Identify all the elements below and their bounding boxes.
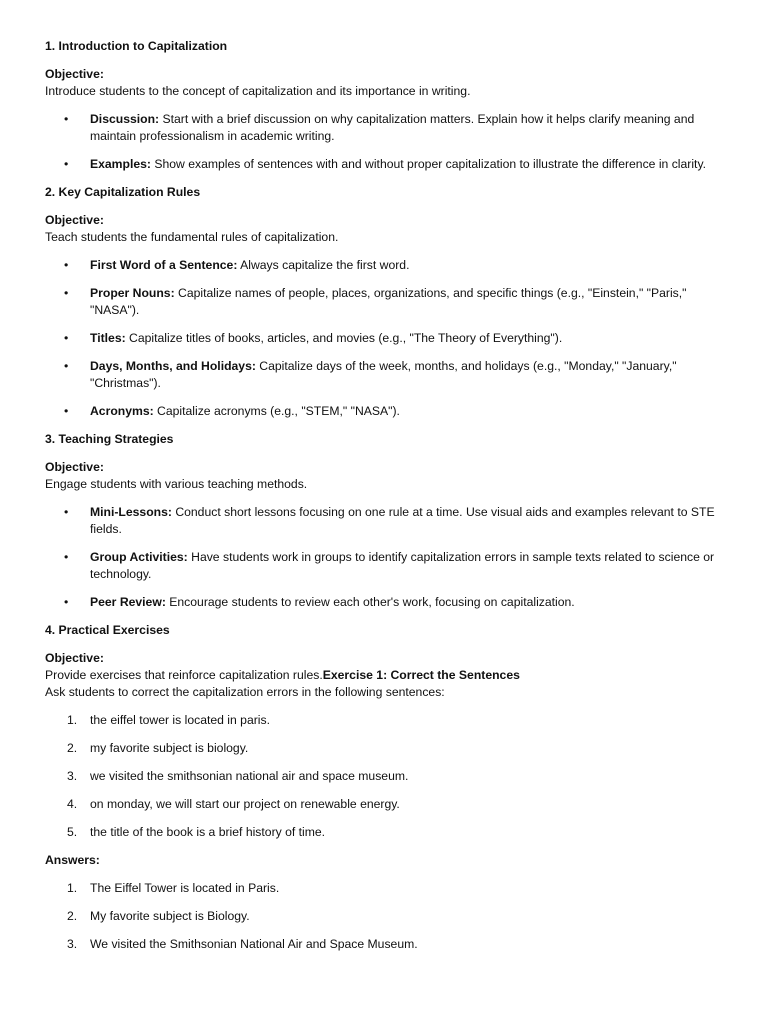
bullet-icon: •	[64, 505, 69, 519]
item-text: the title of the book is a brief history of time.	[90, 825, 326, 839]
item-lead: Examples:	[90, 157, 151, 171]
item-text: Conduct short lessons focusing on one rule at a time. Use visual aids and examples relevant to STE fields.	[90, 505, 715, 536]
item-text: the eiffel tower is located in paris.	[90, 713, 270, 727]
list-item	[45, 908, 735, 925]
list-item	[45, 880, 735, 897]
bullet-icon: •	[64, 157, 69, 171]
item-number: 1.	[67, 881, 78, 895]
bullet-icon: •	[64, 404, 69, 418]
item-text: We visited the Smithsonian National Air and Space Museum.	[90, 937, 418, 951]
section-3-heading: 3. Teaching Strategies	[45, 432, 174, 446]
item-lead: Group Activities:	[90, 550, 188, 564]
bullet-item	[45, 111, 735, 145]
item-text: Capitalize titles of books, articles, and movies (e.g., "The Theory of Everything").	[125, 331, 563, 345]
item-text: Capitalize acronyms (e.g., "STEM," "NASA").	[153, 404, 400, 418]
item-number: 3.	[67, 769, 78, 783]
item-lead: Titles:	[90, 331, 126, 345]
item-lead: Mini-Lessons:	[90, 505, 172, 519]
item-lead: Discussion:	[90, 112, 160, 126]
bullet-icon: •	[64, 595, 69, 609]
bullet-item	[45, 594, 735, 611]
bullet-icon: •	[64, 112, 69, 126]
bullet-item	[45, 549, 735, 583]
section-1-heading: 1. Introduction to Capitalization	[45, 39, 228, 53]
item-text: Capitalize names of people, places, organizations, and specific things (e.g., "Einstein," "Paris," "NASA").	[90, 286, 687, 317]
item-text: Have students work in groups to identify capitalization errors in sample texts related to science or technology.	[90, 550, 715, 581]
section-4-objective-line	[45, 667, 735, 684]
section-2-objective-text: Teach students the fundamental rules of capitalization.	[45, 230, 339, 244]
bullet-item	[45, 285, 735, 319]
list-item	[45, 936, 735, 953]
bullet-item	[45, 330, 735, 347]
section-2-objective-label: Objective:	[45, 213, 104, 227]
item-text: Encourage students to review each other's work, focusing on capitalization.	[165, 595, 575, 609]
list-item	[45, 796, 735, 813]
item-text: Show examples of sentences with and without proper capitalization to illustrate the difference in clarity.	[150, 157, 707, 171]
list-item	[45, 712, 735, 729]
item-lead: Days, Months, and Holidays:	[90, 359, 256, 373]
bullet-item	[45, 156, 735, 173]
document-page	[45, 38, 735, 964]
answers-heading: Answers:	[45, 853, 100, 867]
bullet-item	[45, 504, 735, 538]
item-number: 2.	[67, 909, 78, 923]
section-4-objective-text: Provide exercises that reinforce capitalization rules.	[45, 668, 323, 682]
bullet-icon: •	[64, 331, 69, 345]
item-lead: Acronyms:	[90, 404, 154, 418]
bullet-icon: •	[64, 258, 69, 272]
item-text: Start with a brief discussion on why capitalization matters. Explain how it helps clarify meaning and maintain professionalism in academic writing.	[90, 112, 695, 143]
bullet-icon: •	[64, 359, 69, 373]
bullet-icon: •	[64, 550, 69, 564]
section-2-heading: 2. Key Capitalization Rules	[45, 185, 201, 199]
item-text: Always capitalize the first word.	[237, 258, 410, 272]
item-text: Capitalize days of the week, months, and holidays (e.g., "Monday," "January," "Christmas").	[90, 359, 677, 390]
section-3-objective-label: Objective:	[45, 460, 104, 474]
item-number: 2.	[67, 741, 78, 755]
section-4-objective-label: Objective:	[45, 651, 104, 665]
item-lead: Peer Review:	[90, 595, 166, 609]
item-number: 1.	[67, 713, 78, 727]
item-text: My favorite subject is Biology.	[90, 909, 250, 923]
item-number: 5.	[67, 825, 78, 839]
item-text: my favorite subject is biology.	[90, 741, 249, 755]
section-3-objective-text: Engage students with various teaching methods.	[45, 477, 308, 491]
bullet-item	[45, 403, 735, 420]
item-lead: Proper Nouns:	[90, 286, 175, 300]
section-1-objective-label: Objective:	[45, 67, 104, 81]
item-number: 3.	[67, 937, 78, 951]
list-item	[45, 768, 735, 785]
bullet-item	[45, 358, 735, 392]
item-lead: First Word of a Sentence:	[90, 258, 238, 272]
exercise-1-title: Exercise 1: Correct the Sentences	[322, 668, 520, 682]
section-1-objective-text: Introduce students to the concept of capitalization and its importance in writing.	[45, 84, 471, 98]
list-item	[45, 824, 735, 841]
bullet-icon: •	[64, 286, 69, 300]
item-number: 4.	[67, 797, 78, 811]
item-text: we visited the smithsonian national air and space museum.	[90, 769, 409, 783]
exercise-instruction: Ask students to correct the capitalization errors in the following sentences:	[45, 685, 445, 699]
section-4-heading: 4. Practical Exercises	[45, 623, 170, 637]
bullet-item	[45, 257, 735, 274]
list-item	[45, 740, 735, 757]
item-text: The Eiffel Tower is located in Paris.	[90, 881, 280, 895]
item-text: on monday, we will start our project on renewable energy.	[90, 797, 400, 811]
